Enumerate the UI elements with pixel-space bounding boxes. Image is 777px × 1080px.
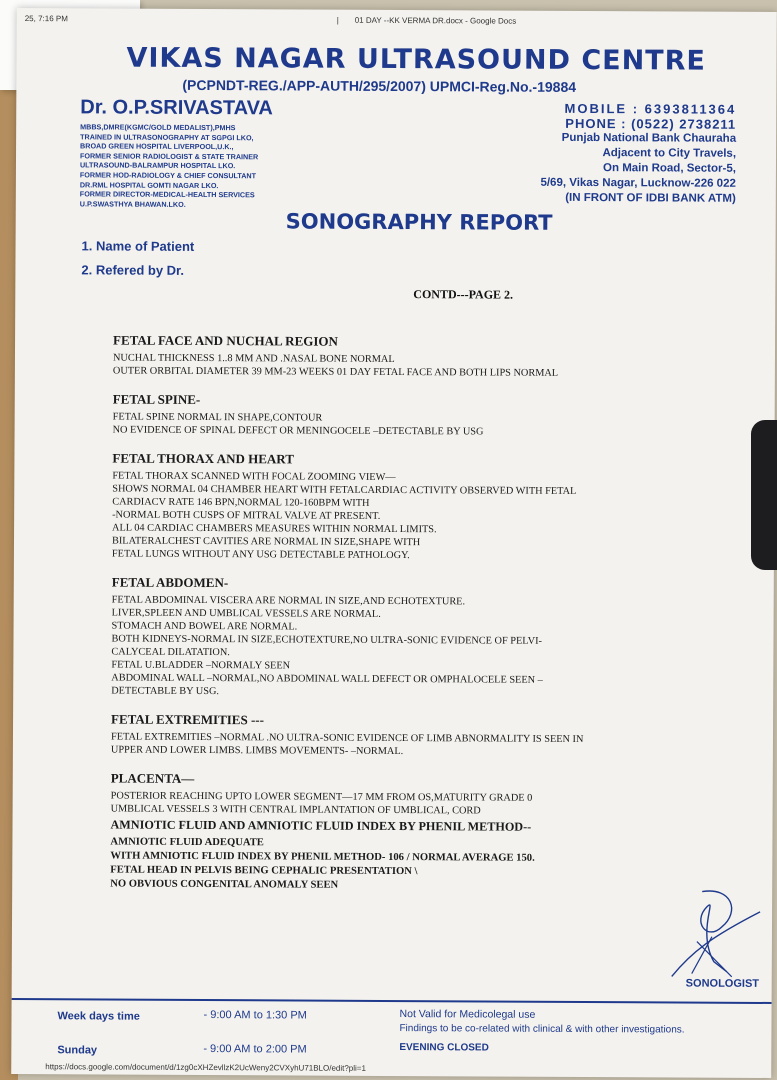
finding-line: OUTER ORBITAL DIAMETER 39 MM-23 WEEKS 01 DAY FETAL FACE AND BOTH LIPS NORMAL bbox=[112, 365, 559, 379]
finding-line: UMBLICAL VESSELS 3 WITH CENTRAL IMPLANTATION OF UMBLICAL, CORD bbox=[110, 803, 481, 817]
report-title: SONOGRAPHY REPORT bbox=[285, 209, 553, 235]
print-header bbox=[24, 14, 769, 26]
footer-divider bbox=[12, 998, 772, 1004]
address-line: On Main Road, Sector-5, bbox=[603, 162, 736, 175]
finding-line: BILATERALCHEST CAVITIES ARE NORMAL IN SIZE,SHAPE WITH bbox=[111, 535, 421, 549]
finding-line: FETAL LUNGS WITHOUT ANY USG DETECTABLE PATHOLOGY. bbox=[111, 548, 410, 562]
sunday-label: Sunday bbox=[57, 1044, 98, 1057]
section-heading: FETAL ABDOMEN- bbox=[111, 574, 229, 591]
qualification-line: U.P.SWASTHYA BHAWAN.LKO. bbox=[79, 199, 186, 209]
finding-line: -NORMAL BOTH CUSPS OF MITRAL VALVE AT PRESENT. bbox=[112, 509, 381, 522]
finding-line: POSTERIOR REACHING UPTO LOWER SEGMENT—17 MM FROM OS,MATURITY GRADE 0 bbox=[110, 790, 533, 804]
finding-line: NO EVIDENCE OF SPINAL DEFECT OR MENINGOCELE –DETECTABLE BY USG bbox=[112, 424, 484, 438]
finding-line: ALL 04 CARDIAC CHAMBERS MEASURES WITHIN NORMAL LIMITS. bbox=[112, 522, 437, 536]
address-line: Punjab National Bank Chauraha bbox=[561, 131, 737, 145]
print-time: 25, 7:16 PM bbox=[24, 14, 68, 24]
finding-line: WITH AMNIOTIC FLUID INDEX BY PHENIL METHOD- 106 / NORMAL AVERAGE 150. bbox=[110, 850, 535, 864]
registration-line: (PCPNDT-REG./APP-AUTH/295/2007) UPMCI-Reg.No.-19884 bbox=[182, 76, 577, 95]
qualification-line: FORMER DIRECTOR-MEDICAL-HEALTH SERVICES bbox=[79, 189, 255, 200]
finding-line: FETAL SPINE NORMAL IN SHAPE,CONTOUR bbox=[112, 411, 323, 424]
qualification-line: DR.RML HOSPITAL GOMTI NAGAR LKO. bbox=[79, 179, 219, 190]
phone-number: PHONE : (0522) 2738211 bbox=[565, 115, 737, 132]
finding-line: FETAL HEAD IN PELVIS BEING CEPHALIC PRESENTATION \ bbox=[110, 864, 418, 878]
report-body bbox=[110, 333, 753, 909]
centre-name: VIKAS NAGAR ULTRASOUND CENTRE bbox=[126, 42, 706, 77]
section-fetal-abdomen bbox=[111, 575, 752, 701]
finding-line: CARDIACV RATE 146 BPN,NORMAL 120-160BPM WITH bbox=[112, 496, 370, 509]
section-fetal-extremities bbox=[111, 712, 751, 760]
section-heading: FETAL FACE AND NUCHAL REGION bbox=[113, 332, 338, 349]
finding-line: LIVER,SPLEEN AND UMBLICAL VESSELS ARE NORMAL. bbox=[111, 607, 381, 620]
finding-line: NO OBVIOUS CONGENITAL ANOMALY SEEN bbox=[110, 878, 339, 891]
section-fetal-face bbox=[113, 333, 753, 381]
qualification-line: FORMER SENIOR RADIOLOGIST & STATE TRAINER bbox=[80, 151, 259, 162]
doctor-name: Dr. O.P.SRIVASTAVA bbox=[80, 96, 273, 120]
finding-line: UPPER AND LOWER LIMBS. LIMBS MOVEMENTS- –NORMAL. bbox=[110, 744, 404, 758]
weekdays-label: Week days time bbox=[57, 1010, 140, 1023]
phone-device bbox=[751, 420, 777, 570]
finding-line: NUCHAL THICKNESS 1..8 MM AND .NASAL BONE NORMAL bbox=[112, 352, 395, 366]
qualification-line: TRAINED IN ULTRASONOGRAPHY AT SGPGI LKO, bbox=[80, 131, 254, 142]
continued-page-label: CONTD---PAGE 2. bbox=[413, 287, 514, 302]
qualification-line: BROAD GREEN HOSPITAL LIVERPOOL,U.K., bbox=[80, 141, 234, 152]
evening-closed-note: EVENING CLOSED bbox=[399, 1042, 489, 1054]
finding-line: AMNIOTIC FLUID ADEQUATE bbox=[110, 836, 264, 849]
weekdays-time: - 9:00 AM to 1:30 PM bbox=[203, 1009, 307, 1022]
address-line: (IN FRONT OF IDBI BANK ATM) bbox=[565, 191, 736, 205]
section-heading: PLACENTA— bbox=[110, 770, 195, 786]
sonologist-label: SONOLOGIST bbox=[685, 977, 760, 990]
print-doc-title: 01 DAY --KK VERMA DR.docx - Google Docs bbox=[354, 15, 517, 26]
finding-line: ABDOMINAL WALL –NORMAL,NO ABDOMINAL WALL DEFECT OR OMPHALOCELE SEEN – bbox=[111, 672, 543, 686]
section-fetal-spine bbox=[113, 392, 753, 440]
section-heading: AMNIOTIC FLUID AND AMNIOTIC FLUID INDEX BY PHENIL METHOD-- bbox=[110, 817, 532, 834]
qualification-line: ULTRASOUND-BALRAMPUR HOSPITAL LKO. bbox=[79, 160, 236, 171]
sunday-time: - 9:00 AM to 2:00 PM bbox=[203, 1043, 307, 1056]
section-heading: FETAL SPINE- bbox=[112, 391, 201, 407]
contact-block bbox=[540, 101, 736, 207]
section-placenta bbox=[111, 771, 751, 819]
address-line: Adjacent to City Travels, bbox=[602, 147, 737, 160]
section-heading: FETAL EXTREMITIES --- bbox=[111, 711, 265, 728]
address-line: 5/69, Vikas Nagar, Lucknow-226 022 bbox=[540, 176, 736, 190]
section-heading: FETAL THORAX AND HEART bbox=[112, 450, 294, 467]
finding-line: STOMACH AND BOWEL ARE NORMAL. bbox=[111, 620, 298, 633]
section-fetal-thorax bbox=[112, 451, 753, 564]
finding-line: FETAL U.BLADDER –NORMALY SEEN bbox=[111, 659, 291, 672]
patient-name-field: 1. Name of Patient bbox=[81, 238, 195, 254]
qualification-line: FORMER HOD-RADIOLOGY & CHIEF CONSULTANT bbox=[79, 170, 257, 181]
mobile-number: MOBILE : 6393811364 bbox=[564, 100, 737, 117]
qualification-line: MBBS,DMRE(KGMC/GOLD MEDALIST),PMHS bbox=[80, 122, 236, 133]
finding-line: BOTH KIDNEYS-NORMAL IN SIZE,ECHOTEXTURE,NO ULTRA-SONIC EVIDENCE OF PELVI- bbox=[111, 633, 542, 647]
finding-line: FETAL ABDOMINAL VISCERA ARE NORMAL IN SIZE,AND ECHOTEXTURE. bbox=[111, 594, 466, 608]
handwritten-signature bbox=[652, 881, 763, 982]
finding-line: FETAL EXTREMITIES –NORMAL .NO ULTRA-SONIC EVIDENCE OF LIMB ABNORMALITY IS SEEN IN bbox=[110, 731, 584, 745]
finding-line: DETECTABLE BY USG. bbox=[111, 685, 220, 698]
print-divider: | bbox=[336, 15, 339, 25]
print-url: https://docs.google.com/document/d/1zg0cXHZevllzK2UcWeny2CVXyhU71BLO/edit?pli=1 bbox=[45, 1062, 366, 1073]
doctor-qualifications bbox=[80, 122, 259, 209]
referred-by-field: 2. Refered by Dr. bbox=[81, 262, 185, 278]
finding-line: SHOWS NORMAL 04 CHAMBER HEART WITH FETALCARDIAC ACTIVITY OBSERVED WITH FETAL bbox=[112, 483, 577, 497]
medicolegal-note: Not Valid for Medicolegal use bbox=[399, 1008, 536, 1021]
report-page bbox=[11, 8, 777, 1078]
finding-line: FETAL THORAX SCANNED WITH FOCAL ZOOMING VIEW— bbox=[112, 470, 396, 484]
correlation-note: Findings to be co-related with clinical & with other investigations. bbox=[399, 1023, 685, 1036]
finding-line: CALYCEAL DILATATION. bbox=[111, 646, 230, 659]
